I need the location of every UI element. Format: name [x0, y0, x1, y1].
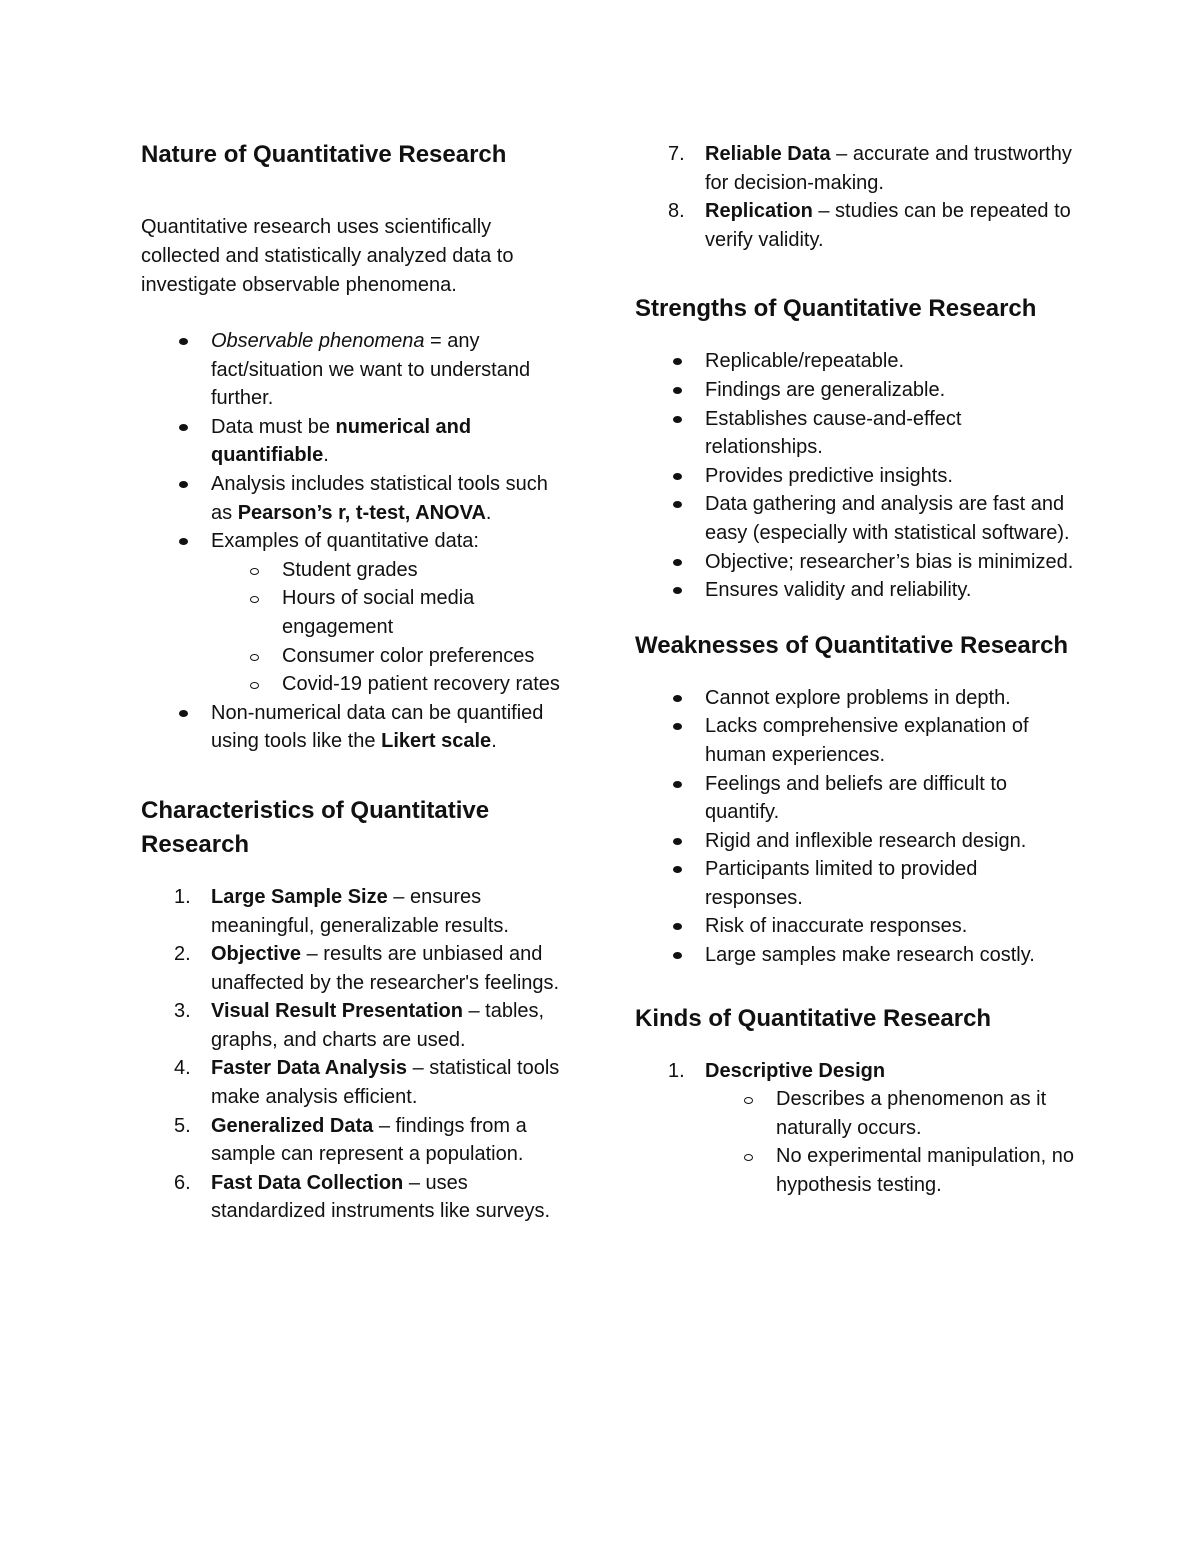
list-item	[141, 470, 571, 527]
list-item: Rigid and inflexible research design.	[635, 827, 1075, 856]
bullet-text: = any fact/situation we want to understand further.	[211, 330, 531, 410]
list-item: Ensures validity and reliability.	[635, 576, 1075, 605]
list-item	[141, 883, 571, 940]
item-number: 7.	[668, 143, 685, 165]
list-item: Replicable/repeatable.	[635, 347, 1075, 376]
bullet-text: .	[491, 730, 497, 753]
item-term: Descriptive Design	[705, 1059, 886, 1082]
descriptive-sublist	[635, 1085, 1075, 1199]
list-item: Risk of inaccurate responses.	[635, 912, 1075, 941]
list-item: Feelings and beliefs are difficult to quantify.	[635, 770, 1075, 827]
bullet-text: .	[485, 501, 492, 524]
sublist-item: No experimental manipulation, no hypothesis testing.	[635, 1142, 1075, 1199]
weaknesses-list	[635, 684, 1075, 970]
left-column	[141, 138, 571, 1226]
list-item: Large samples make research costly.	[635, 941, 1075, 970]
sublist-item: Student grades	[141, 556, 571, 585]
right-column	[635, 140, 1075, 1200]
sublist-item: Describes a phenomenon as it naturally occurs.	[635, 1085, 1075, 1142]
item-number: 2.	[174, 943, 191, 966]
item-desc: – findings from a sample can represent a population.	[211, 1114, 527, 1166]
list-item: Findings are generalizable.	[635, 376, 1075, 405]
bullet-text: Non-numerical data can be quantified using tools like the	[211, 701, 544, 753]
item-number: 1.	[174, 885, 191, 908]
sublist-item: Covid-19 patient recovery rates	[141, 670, 571, 699]
item-desc: – uses standardized instruments like surveys.	[211, 1171, 551, 1223]
bullet-text: Data must be	[211, 415, 336, 438]
sublist-item: Consumer color preferences	[141, 642, 571, 671]
bullet-emphasis: Observable phenomena	[211, 330, 425, 352]
item-desc: – statistical tools make analysis efficient.	[211, 1057, 560, 1109]
list-item	[635, 197, 1075, 254]
item-term: Reliable Data	[705, 143, 831, 165]
item-term: Replication	[705, 200, 813, 223]
item-desc: – studies can be repeated to verify validity.	[705, 200, 1071, 251]
list-item	[141, 327, 571, 413]
characteristics-list	[141, 883, 571, 1226]
item-number: 4.	[174, 1057, 191, 1080]
item-term: Large Sample Size	[211, 885, 388, 908]
item-term: Objective	[211, 943, 302, 966]
nature-bullet-list	[141, 327, 571, 756]
list-item	[141, 1169, 571, 1226]
item-desc: – results are unbiased and unaffected by the researcher's feelings.	[211, 943, 560, 994]
kinds-list	[635, 1057, 1075, 1200]
list-item	[141, 940, 571, 997]
item-term: Fast Data Collection	[211, 1171, 404, 1194]
kinds-heading: Kinds of Quantitative Research	[635, 1004, 992, 1032]
item-number: 3.	[174, 1000, 191, 1023]
nature-heading: Nature of Quantitative Research	[141, 141, 507, 168]
list-item: Data gathering and analysis are fast and easy (especially with statistical software).	[635, 490, 1075, 547]
list-item	[635, 1057, 1075, 1200]
item-term: Generalized Data	[211, 1114, 374, 1137]
bullet-text: .	[323, 444, 329, 467]
bullet-text: Analysis includes statistical tools such as	[211, 472, 548, 524]
item-desc: – ensures meaningful, generalizable results.	[211, 885, 509, 937]
list-item: Participants limited to provided responses.	[635, 855, 1075, 912]
characteristics-heading: Characteristics of Quantitative Research	[141, 796, 490, 858]
list-item	[635, 140, 1075, 197]
item-desc: – accurate and trustworthy for decision-making.	[705, 143, 1072, 194]
nature-intro: Quantitative research uses scientifically collected and statistically analyzed data to investigate observable phenomena.	[141, 216, 514, 296]
bullet-bold: Likert scale	[381, 730, 492, 753]
list-item	[141, 1054, 571, 1111]
item-term: Visual Result Presentation	[211, 1000, 463, 1023]
bullet-bold: numerical and quantifiable	[211, 415, 472, 467]
item-number: 5.	[174, 1114, 191, 1137]
item-number: 8.	[668, 200, 685, 223]
list-item: Objective; researcher’s bias is minimized.	[635, 548, 1075, 577]
bullet-text: Examples of quantitative data:	[211, 530, 479, 553]
sublist-item: Hours of social media engagement	[141, 584, 571, 641]
list-item	[141, 527, 571, 699]
list-item	[141, 413, 571, 470]
strengths-heading: Strengths of Quantitative Research	[635, 295, 1037, 323]
item-number: 6.	[174, 1171, 191, 1194]
list-item: Cannot explore problems in depth.	[635, 684, 1075, 713]
list-item: Lacks comprehensive explanation of human experiences.	[635, 712, 1075, 769]
characteristics-list-continued	[635, 140, 1075, 254]
list-item: Establishes cause-and-effect relationships.	[635, 405, 1075, 462]
item-number: 1.	[668, 1059, 685, 1082]
bullet-bold: Pearson’s r, t-test, ANOVA	[237, 501, 486, 524]
list-item	[141, 997, 571, 1054]
list-item: Provides predictive insights.	[635, 462, 1075, 491]
list-item	[141, 699, 571, 756]
item-term: Faster Data Analysis	[211, 1057, 408, 1080]
weaknesses-heading: Weaknesses of Quantitative Research	[635, 631, 1069, 659]
strengths-list	[635, 347, 1075, 604]
examples-sublist	[141, 556, 571, 699]
item-desc: – tables, graphs, and charts are used.	[211, 1000, 545, 1051]
list-item	[141, 1112, 571, 1169]
